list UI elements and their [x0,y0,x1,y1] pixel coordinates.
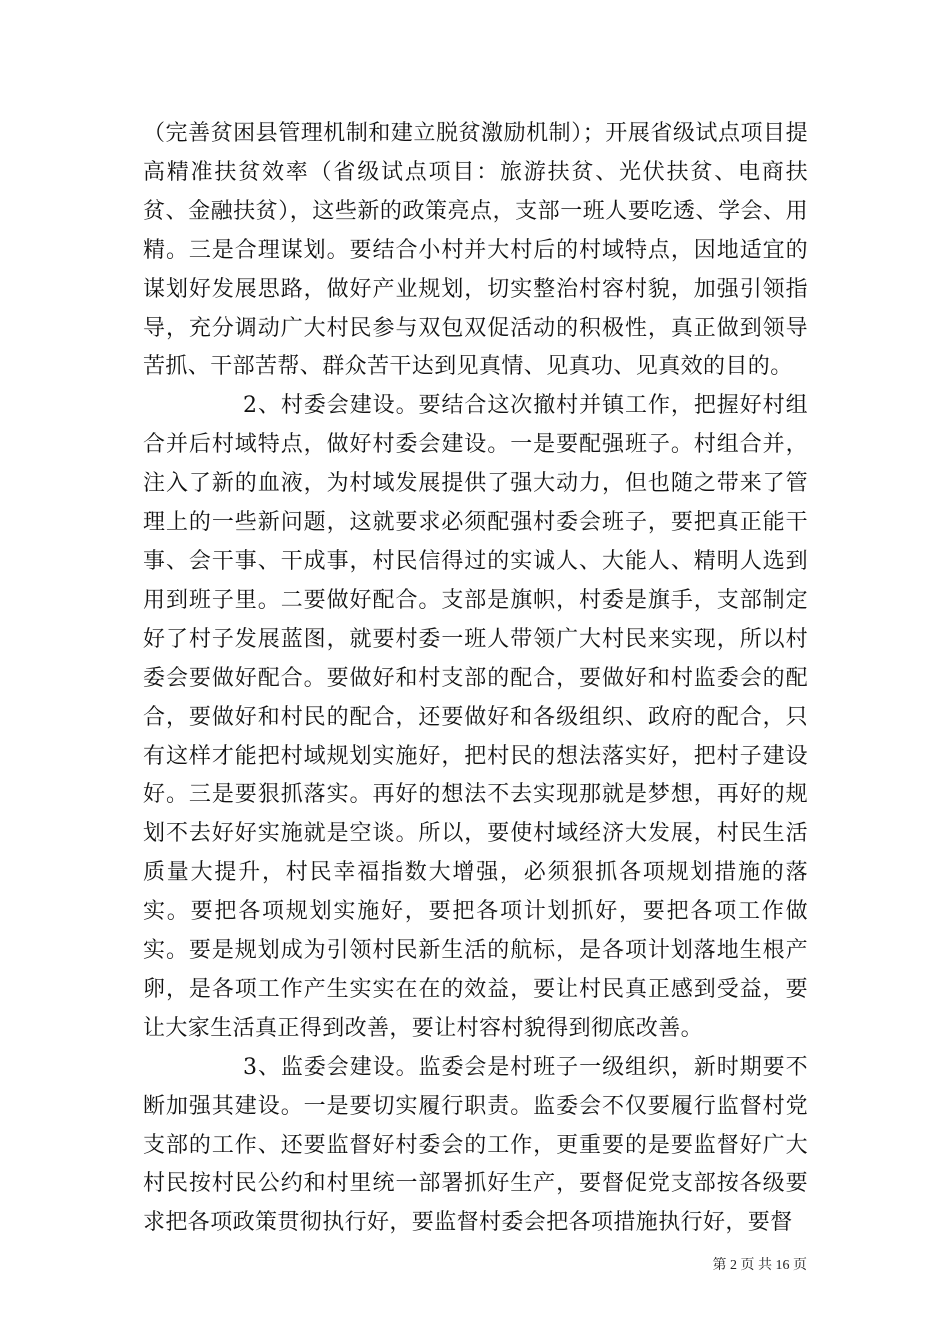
paragraph-2: 2、村委会建设。要结合这次撤村并镇工作，把握好村组合并后村域特点，做好村委会建设。一是要配强班子。村组合并，注入了新的血液，为村域发展提供了强大动力，但也随之带来了管理上的一些新问题，这就要求必须配强村委会班子，要把真正能干事、会干事、干成事，村民信得过的实诚人、大能人、精明人选到用到班子里。二要做好配合。支部是旗帜，村委是旗手，支部制定好了村子发展蓝图，就要村委一班人带领广大村民来实现，所以村委会要做好配合。要做好和村支部的配合，要做好和村监委会的配合，要做好和村民的配合，还要做好和各级组织、政府的配合，只有这样才能把村域规划实施好，把村民的想法落实好，把村子建设好。三是要狠抓落实。再好的想法不去实现那就是梦想，再好的规划不去好好实施就是空谈。所以，要使村域经济大发展，村民生活质量大提升，村民幸福指数大增强，必须狠抓各项规划措施的落实。要把各项规划实施好，要把各项计划抓好，要把各项工作做实。要是规划成为引领村民新生活的航标，是各项计划落地生根产卵，是各项工作产生实实在在的效益，要让村民真正感到受益，要让大家生活真正得到改善，要让村容村貌得到彻底改善。 [143,393,808,1041]
body-text [143,115,808,1243]
page-number-footer: 第 2 页 共 16 页 [712,1258,807,1273]
paragraph-1: （完善贫困县管理机制和建立脱贫激励机制）；开展省级试点项目提高精准扶贫效率（省级试点项目：旅游扶贫、光伏扶贫、电商扶贫、金融扶贫），这些新的政策亮点，支部一班人要吃透、学会、用精。三是合理谋划。要结合小村并大村后的村域特点，因地适宜的谋划好发展思路，做好产业规划，切实整治村容村貌，加强引领指导，充分调动广大村民参与双包双促活动的积极性，真正做到领导苦抓、干部苦帮、群众苦干达到见真情、见真功、见真效的目的。 [143,121,808,380]
paragraph-3: 3、监委会建设。监委会是村班子一级组织，新时期要不断加强其建设。一是要切实履行职责。监委会不仅要履行监督村党支部的工作、还要监督好村委会的工作，更重要的是要监督好广大村民按村民公约和村里统一部署抓好生产，要督促党支部按各级要求把各项政策贯彻执行好，要监督村委会把各项措施执行好，要督 [143,1054,808,1236]
